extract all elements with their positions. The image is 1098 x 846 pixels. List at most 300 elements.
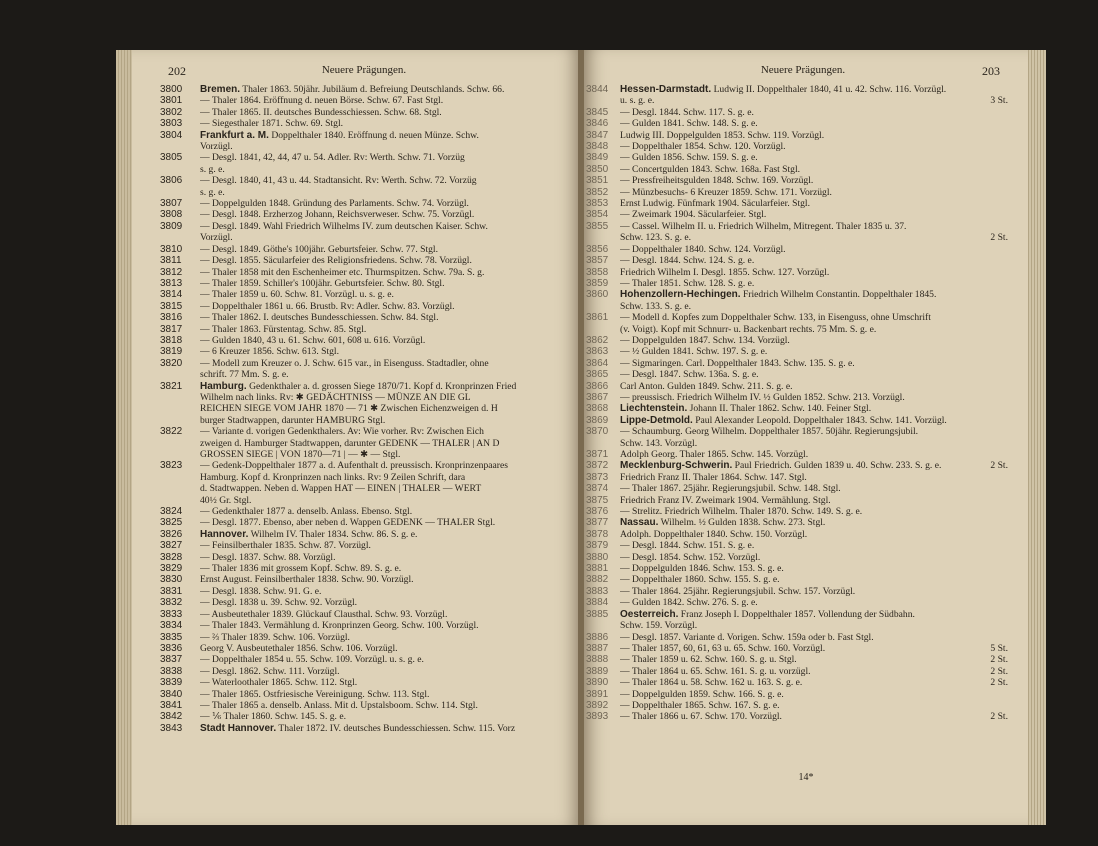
catalog-entry [160,689,580,700]
catalog-entry [586,141,1008,152]
entry-text [200,312,580,323]
entry-number: 3805 [160,152,183,164]
entry-text [200,529,580,540]
entry-line-text: — Pressfreiheitsgulden 1848. Schw. 169. Vorzügl. [620,175,814,187]
entry-line-text: Friedrich Wilhelm I. Desgl. 1855. Schw. 127. Vorzügl. [620,266,830,278]
entry-text [620,278,1008,289]
catalog-entry [586,643,1008,654]
entry-line-text: — Desgl. 1844. Schw. 151. S. g. e. [620,540,755,552]
piece-count: 2 St. [990,232,1008,244]
entry-line [200,620,580,631]
entry-line [620,289,1008,300]
catalog-entry [586,107,1008,118]
catalog-entry [160,586,580,597]
catalog-entry [586,677,1008,688]
entry-line-text: burger Stadtwappen, darunter HAMBURG Stgl. [200,414,386,426]
entry-line-text: Wilhelm. ½ Gulden 1838. Schw. 273. Stgl. [660,517,826,529]
entry-line-text: — Waterloothaler 1865. Schw. 112. Stgl. [200,677,358,689]
entry-number: 3829 [160,563,183,575]
entry-line-text: — Thaler 1867. 25jähr. Regierungsjubil. Schw. 148. Stgl. [620,483,841,495]
entry-text [620,130,1008,141]
catalog-entry [586,255,1008,266]
entry-line-text: Vorzügl. [200,141,233,153]
entry-number: 3878 [586,528,609,540]
catalog-entry [586,426,1008,449]
entry-number: 3827 [160,540,183,552]
catalog-entry [160,130,580,153]
catalog-entry [586,506,1008,517]
entry-number: 3856 [586,243,609,255]
entry-line [200,346,580,357]
entry-text [620,449,1008,460]
entry-text [620,552,1008,563]
entry-number: 3891 [586,688,609,700]
catalog-entry [160,358,580,381]
entry-number: 3807 [160,198,183,210]
entry-text [200,586,580,597]
entry-text [200,632,580,643]
entry-line [620,563,1008,574]
entry-number: 3842 [160,711,183,723]
entry-number: 3831 [160,585,183,597]
entry-line-text: s. g. e. [200,163,225,175]
catalog-entry [160,209,580,220]
entry-line-text: Ludwig III. Doppelgulden 1853. Schw. 119. Vorzügl. [620,129,825,141]
entry-number: 3865 [586,369,609,381]
entry-line [200,267,580,278]
entry-text [620,654,1008,665]
entry-line [200,107,580,118]
catalog-entry [586,574,1008,585]
entry-line [200,118,580,129]
catalog-entry [160,175,580,198]
entry-line-text: — Doppelthaler 1865. Schw. 167. S. g. e. [620,699,780,711]
entry-text [200,643,580,654]
catalog-entry [160,654,580,665]
catalog-entry [160,597,580,608]
entry-line [620,654,1008,665]
entry-text [620,460,1008,471]
entry-number: 3837 [160,654,183,666]
entry-line [620,152,1008,163]
entry-line [620,278,1008,289]
entry-line [200,426,580,437]
entry-number: 3843 [160,722,183,734]
entry-line-text: — ⅙ Thaler 1860. Schw. 145. S. g. e. [200,711,346,723]
entry-line-text: — Zweimark 1904. Säcularfeier. Stgl. [620,209,767,221]
entry-number: 3819 [160,346,183,358]
entry-line-text: Friedrich Franz II. Thaler 1864. Schw. 147. Stgl. [620,471,807,483]
catalog-entry [160,289,580,300]
entry-line [620,438,1008,449]
catalog-entry [586,164,1008,175]
entry-number: 3817 [160,323,183,335]
entry-line-text: — Thaler 1865 a. denselb. Anlass. Mit d. Upstalsboom. Schw. 114. Stgl. [200,699,478,711]
catalog-entry [586,335,1008,346]
entry-line [620,426,1008,437]
catalog-entry [160,700,580,711]
entry-line-text: Franz Joseph I. Doppelthaler 1857. Vollendung der Südbahn. [680,608,915,620]
catalog-entry [160,324,580,335]
entry-text [620,84,1008,107]
entry-number: 3876 [586,506,609,518]
entry-text [620,426,1008,449]
entry-line-text: Ernst August. Feinsilberthaler 1838. Schw. 90. Vorzügl. [200,574,414,586]
entry-text [620,107,1008,118]
entry-text [620,164,1008,175]
entry-line-text: — Doppelthaler 1861 u. 66. Brustb. Rv: Adler. Schw. 83. Vorzügl. [200,300,455,312]
entry-line-text: — Schaumburg. Georg Wilhelm. Doppelthaler 1857. 50jähr. Regierungsjubil. [620,426,919,438]
entry-line-text: — Concertgulden 1843. Schw. 168a. Fast Stgl. [620,163,801,175]
entry-number: 3857 [586,255,609,267]
entry-line-text: — Modell zum Kreuzer o. J. Schw. 615 var., in Eisenguss. Stadtadler, ohne [200,357,489,369]
entry-number: 3890 [586,677,609,689]
entry-number: 3874 [586,483,609,495]
entry-text [620,118,1008,129]
entry-line-text: GROSSEN SIEGE | VON 1870—71 | — ✱ — Stgl. [200,449,401,460]
entry-line-text: Hamburg. Kopf d. Kronprinzen nach links. Rv: 9 Zeilen Schrift, dara [200,471,466,483]
entry-line [620,392,1008,403]
entry-line-text: — Thaler 1866 u. 67. Schw. 170. Vorzügl. [620,711,782,723]
entry-line [620,232,1008,243]
entry-line-text: — Doppelgulden 1848. Gründung des Parlaments. Schw. 74. Vorzügl. [200,198,469,210]
catalog-entry [586,415,1008,426]
entry-text [620,609,1008,632]
entry-line-text: — Thaler 1857, 60, 61, 63 u. 65. Schw. 160. Vorzügl. [620,642,826,654]
entry-number: 3875 [586,494,609,506]
catalog-entry [586,267,1008,278]
entry-number: 3833 [160,608,183,620]
entry-text [200,666,580,677]
catalog-entry [586,586,1008,597]
catalog-entry [586,540,1008,551]
entry-text [620,586,1008,597]
entry-number: 3884 [586,597,609,609]
left-page [132,50,580,825]
entry-line [200,312,580,323]
entry-line [620,369,1008,380]
entry-line [620,198,1008,209]
entry-number: 3887 [586,642,609,654]
entry-line-text: Schw. 143. Vorzügl. [620,437,698,449]
entry-text [200,609,580,620]
entry-line [200,643,580,654]
entry-number: 3834 [160,620,183,632]
entry-text [200,255,580,266]
entry-line [620,620,1008,631]
entry-number: 3861 [586,312,609,324]
catalog-entry [160,346,580,357]
entry-number: 3830 [160,574,183,586]
entry-number: 3848 [586,141,609,153]
entry-text [620,529,1008,540]
catalog-entry [586,198,1008,209]
entry-line [200,609,580,620]
entry-line-text: — Gedenk-Doppelthaler 1877 a. d. Aufenthalt d. preussisch. Kronprinzenpaares [200,460,508,472]
entry-text [200,152,580,175]
entry-text [200,700,580,711]
catalog-entry [586,369,1008,380]
entry-line-text: — Desgl. 1854. Schw. 152. Vorzügl. [620,551,761,563]
entry-line-text: Georg V. Ausbeutethaler 1856. Schw. 106. Vorzügl. [200,642,398,654]
catalog-entry [586,654,1008,665]
page-number: 202 [168,64,186,78]
catalog-entry [160,198,580,209]
entry-line [620,483,1008,494]
entry-number: 3864 [586,357,609,369]
catalog-entry [586,666,1008,677]
running-head: Neuere Prägungen. [321,64,407,76]
entry-line-text: Carl Anton. Gulden 1849. Schw. 211. S. g. e. [620,380,793,392]
entry-text [200,301,580,312]
entry-number: 3883 [586,585,609,597]
catalog-entry [586,130,1008,141]
entry-text [620,209,1008,220]
entry-line [200,460,580,471]
entry-text [200,620,580,631]
entry-text [200,175,580,198]
entry-line-text: Gedenkthaler a. d. grossen Siege 1870/71. Kopf d. Kronprinzen Fried [249,380,517,392]
entry-number: 3815 [160,300,183,312]
catalog-entry [586,244,1008,255]
entry-number: 3820 [160,357,183,369]
running-head: Neuere Prägungen. [760,64,846,76]
entry-text [200,506,580,517]
entry-text [620,346,1008,357]
entry-line-text: — Gulden 1842. Schw. 276. S. g. e. [620,597,758,609]
entry-line [200,552,580,563]
entry-line [620,700,1008,711]
entry-line [200,483,580,494]
entry-heading: Lippe-Detmold. [620,414,693,426]
entry-number: 3813 [160,277,183,289]
entry-line-text: — Desgl. 1838. Schw. 91. G. e. [200,585,322,597]
entry-line-text: — Gedenkthaler 1877 a. denselb. Anlass. Ebenso. Stgl. [200,506,413,518]
catalog-entry [586,449,1008,460]
entry-line [620,244,1008,255]
entry-line-text: — Siegesthaler 1871. Schw. 69. Stgl. [200,118,344,130]
entry-line-text: Friedrich Franz IV. Zweimark 1904. Vermählung. Stgl. [620,494,831,506]
entry-line [200,369,580,380]
entry-text [620,677,1008,688]
entry-line-text: — Thaler 1843. Vermählung d. Kronprinzen Georg. Schw. 100. Vorzügl. [200,620,479,632]
entry-heading: Mecklenburg-Schwerin. [620,460,733,472]
entry-number: 3867 [586,391,609,403]
entry-line [200,597,580,608]
entry-number: 3841 [160,699,183,711]
entry-line [200,335,580,346]
entry-line-text: — Desgl. 1841, 42, 44, 47 u. 54. Adler. Rv: Werth. Schw. 71. Vorzüg [200,152,465,164]
entry-number: 3806 [160,175,183,187]
entry-heading: Frankfurt a. M. [200,129,269,141]
entry-text [200,563,580,574]
entry-text [620,415,1008,426]
entry-line [200,255,580,266]
entry-number: 3804 [160,129,183,141]
entry-text [620,666,1008,677]
right-page-header [606,64,1000,80]
entry-number: 3882 [586,574,609,586]
entry-text [620,267,1008,278]
entry-line-text: — Desgl. 1840, 41, 43 u. 44. Stadtansicht. Rv: Werth. Schw. 72. Vorzüg [200,175,477,187]
entry-line-text: — Desgl. 1844. Schw. 117. S. g. e. [620,106,754,118]
entry-line [620,175,1008,186]
entry-line-text: — Doppelthaler 1854. Schw. 120. Vorzügl. [620,141,786,153]
entry-line [620,632,1008,643]
catalog-entry [160,563,580,574]
entry-line [620,324,1008,335]
entry-line-text: — Thaler 1864 u. 65. Schw. 161. S. g. u. vorzügl. [620,665,811,677]
catalog-entry [586,392,1008,403]
catalog-entry [586,312,1008,335]
entry-line-text: — Strelitz. Friedrich Wilhelm. Thaler 1870. Schw. 149. S. g. e. [620,506,863,518]
entry-line [620,335,1008,346]
entry-line [200,324,580,335]
entry-line-text: — Thaler 1851. Schw. 128. S. g. e. [620,277,755,289]
entry-number: 3839 [160,677,183,689]
entry-line-text: — Desgl. 1838 u. 39. Schw. 92. Vorzügl. [200,597,358,609]
entry-line [620,495,1008,506]
entry-number: 3872 [586,460,609,472]
entry-line-text: Thaler 1872. IV. deutsches Bundesschiessen. Schw. 115. Vorz [278,722,516,734]
entry-text [200,654,580,665]
entry-number: 3850 [586,163,609,175]
entry-number: 3873 [586,471,609,483]
entry-number: 3840 [160,688,183,700]
catalog-entry [586,460,1008,471]
catalog-entry [586,632,1008,643]
entry-text [620,597,1008,608]
entry-number: 3801 [160,95,183,107]
entry-line [620,164,1008,175]
entry-line-text: — Desgl. 1855. Säcularfeier des Religionsfriedens. Schw. 78. Vorzügl. [200,255,472,267]
entry-line [200,472,580,483]
catalog-entry [586,529,1008,540]
catalog-entry [160,244,580,255]
entry-number: 3823 [160,460,183,472]
catalog-entry [160,620,580,631]
entry-line [620,574,1008,585]
entry-line-text: Thaler 1863. 50jähr. Jubiläum d. Befreiung Deutschlands. Schw. 66. [242,84,505,95]
entry-number: 3877 [586,517,609,529]
entry-number: 3849 [586,152,609,164]
catalog-entry [586,552,1008,563]
entry-text [200,130,580,153]
entry-line-text: Schw. 133. S. g. e. [620,300,692,312]
entry-line-text: — Desgl. 1877. Ebenso, aber neben d. Wappen GEDENK — THALER Stgl. [200,517,496,529]
entry-line-text: — Desgl. 1844. Schw. 124. S. g. e. [620,255,755,267]
entry-text [620,141,1008,152]
entry-line-text: — Thaler 1859 u. 60. Schw. 81. Vorzügl. u. s. g. e. [200,289,394,301]
entry-text [620,632,1008,643]
entry-number: 3821 [160,380,183,392]
entry-line [200,711,580,722]
catalog-entry [160,632,580,643]
entry-text [200,95,580,106]
entry-text [620,152,1008,163]
catalog-entry [160,460,580,506]
entry-line [200,130,580,141]
entry-line-text: — Desgl. 1849. Göthe's 100jähr. Geburtsfeier. Schw. 77. Stgl. [200,243,438,255]
entry-line-text: Schw. 123. S. g. e. [620,232,692,244]
entry-line-text: Adolph. Doppelthaler 1840. Schw. 150. Vorzügl. [620,528,808,540]
entry-line [200,506,580,517]
entry-line [620,130,1008,141]
entry-line [200,403,580,414]
catalog-entry [586,609,1008,632]
entry-line-text: Friedrich Wilhelm Constantin. Doppelthaler 1845. [742,289,937,301]
entry-line [620,689,1008,700]
entry-line-text: — Thaler 1836 mit grossem Kopf. Schw. 89. S. g. e. [200,563,402,575]
entry-line [620,472,1008,483]
entry-line [200,574,580,585]
entry-text [620,392,1008,403]
entry-line [200,198,580,209]
entry-number: 3871 [586,449,609,460]
entry-text [200,84,580,95]
entry-text [200,198,580,209]
entry-number: 3854 [586,209,609,221]
entry-number: 3869 [586,414,609,426]
entry-heading: Bremen. [200,84,241,95]
entry-line [620,84,1008,95]
entry-line-text: — Gulden 1840, 43 u. 61. Schw. 601, 608 u. 616. Vorzügl. [200,334,426,346]
catalog-entry [586,346,1008,357]
catalog-entry [586,152,1008,163]
entry-text [200,107,580,118]
entry-text [620,198,1008,209]
entry-line [620,301,1008,312]
catalog-entry [586,278,1008,289]
catalog-entry [160,643,580,654]
entry-heading: Hannover. [200,528,249,540]
entry-line [200,586,580,597]
entry-text [620,506,1008,517]
entry-line [620,552,1008,563]
entry-line [200,677,580,688]
entry-number: 3832 [160,597,183,609]
catalog-entry [160,335,580,346]
entry-number: 3836 [160,642,183,654]
entry-line-text: — 6 Kreuzer 1856. Schw. 613. Stgl. [200,346,340,358]
entry-number: 3851 [586,175,609,187]
entry-line-text: Paul Friedrich. Gulden 1839 u. 40. Schw. 233. S. g. e. [734,460,942,472]
entry-heading: Hohenzollern-Hechingen. [620,289,741,301]
entry-heading: Liechtenstein. [620,403,688,415]
entry-line-text: — Desgl. 1857. Variante d. Vorigen. Schw. 159a oder b. Fast Stgl. [620,631,874,643]
entry-line-text: — Gulden 1841. Schw. 148. S. g. e. [620,118,758,130]
entry-line-text: Paul Alexander Leopold. Doppelthaler 1843. Schw. 141. Vorzügl. [695,414,947,426]
entry-text [200,244,580,255]
entry-text [620,255,1008,266]
entry-line-text: d. Stadtwappen. Neben d. Wappen HAT — EINEN | THALER — WERT [200,483,482,495]
entry-line-text: — Gulden 1856. Schw. 159. S. g. e. [620,152,758,164]
catalog-entry [160,255,580,266]
catalog-entry [586,700,1008,711]
entry-number: 3866 [586,380,609,392]
entry-line [620,118,1008,129]
catalog-entry [586,517,1008,528]
entry-line-text: u. s. g. e. [620,95,655,107]
entry-line [620,666,1008,677]
catalog-entry [160,278,580,289]
catalog-entry [160,574,580,585]
entry-text [200,289,580,300]
entry-line-text: — Desgl. 1848. Erzherzog Johann, Reichsverweser. Schw. 75. Vorzügl. [200,209,475,221]
entry-text [620,175,1008,186]
entry-line [200,654,580,665]
entry-text [620,403,1008,414]
